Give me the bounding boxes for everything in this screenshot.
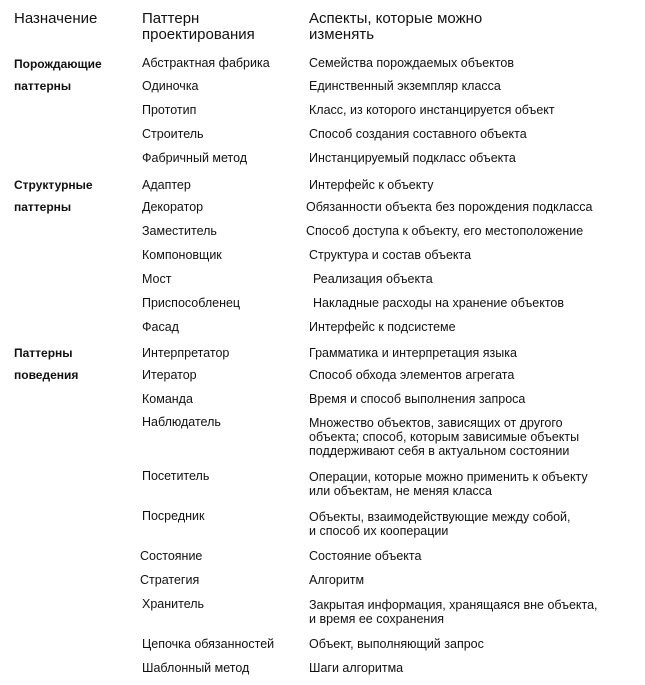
pattern-cell: Декоратор bbox=[142, 200, 204, 214]
aspect-cell bbox=[309, 346, 517, 360]
pattern-cell: Строитель bbox=[142, 127, 204, 141]
aspect-cell bbox=[309, 470, 588, 498]
aspect-cell bbox=[309, 151, 516, 165]
pattern-cell: Состояние bbox=[140, 549, 203, 563]
pattern-cell: Интерпретатор bbox=[142, 346, 230, 360]
aspect-line: Объект, выполняющий запрос bbox=[309, 637, 484, 651]
aspect-line: поддерживают себя в актуальном состоянии bbox=[309, 444, 570, 458]
aspect-cell bbox=[309, 320, 456, 334]
aspect-line: Семейства порождаемых объектов bbox=[309, 56, 514, 70]
aspect-cell bbox=[313, 296, 564, 310]
pattern-cell: Фасад bbox=[142, 320, 179, 334]
header-pattern bbox=[142, 11, 255, 43]
aspect-cell bbox=[309, 392, 525, 406]
pattern-cell: Мост bbox=[142, 272, 172, 286]
aspect-line: Операции, которые можно применить к объекту bbox=[309, 470, 588, 484]
group-structural bbox=[14, 174, 93, 218]
aspect-line: Обязанности объекта без порождения подкласса bbox=[306, 200, 593, 214]
aspect-line: или объектам, не меняя класса bbox=[309, 484, 492, 498]
aspect-cell bbox=[309, 56, 514, 70]
aspect-line: Закрытая информация, хранящаяся вне объекта, bbox=[309, 598, 598, 612]
group-creational-line1: Порождающие bbox=[14, 57, 102, 71]
aspect-line: Способ доступа к объекту, его местоположение bbox=[306, 224, 584, 238]
pattern-cell: Адаптер bbox=[142, 178, 191, 192]
group-creational-line2: паттерны bbox=[14, 79, 72, 93]
aspect-line: Способ создания составного объекта bbox=[309, 127, 527, 141]
aspect-line: Инстанцируемый подкласс объекта bbox=[309, 151, 516, 165]
header-aspects-line1: Аспекты, которые можно bbox=[309, 10, 483, 27]
aspect-cell bbox=[309, 79, 501, 93]
aspect-cell bbox=[309, 178, 433, 192]
aspect-cell bbox=[309, 573, 364, 587]
header-purpose-text: Назначение bbox=[14, 10, 98, 27]
pattern-cell: Абстрактная фабрика bbox=[142, 56, 270, 70]
aspect-line: объекта; способ, которым зависимые объекты bbox=[309, 430, 580, 444]
group-behavioral bbox=[14, 342, 78, 386]
aspect-line: Интерфейс к объекту bbox=[309, 178, 434, 192]
pattern-cell: Цепочка обязанностей bbox=[142, 637, 275, 651]
aspect-line: Грамматика и интерпретация языка bbox=[309, 346, 517, 360]
aspect-cell bbox=[309, 549, 421, 563]
pattern-cell: Шаблонный метод bbox=[142, 661, 250, 675]
aspect-line: и способ их кооперации bbox=[309, 524, 449, 538]
group-structural-line2: паттерны bbox=[14, 200, 72, 214]
group-structural-line1: Структурные bbox=[14, 178, 93, 192]
pattern-cell: Посредник bbox=[142, 509, 205, 523]
aspect-line: Время и способ выполнения запроса bbox=[309, 392, 526, 406]
header-pattern-line1: Паттерн bbox=[142, 10, 200, 27]
aspect-line: Шаги алгоритма bbox=[309, 661, 404, 675]
header-purpose bbox=[14, 11, 97, 27]
aspect-cell bbox=[309, 103, 555, 117]
aspect-line: Класс, из которого инстанцируется объект bbox=[309, 103, 555, 117]
aspect-cell bbox=[309, 598, 598, 626]
aspect-line: Объекты, взаимодействующие между собой, bbox=[309, 510, 571, 524]
pattern-cell: Прототип bbox=[142, 103, 197, 117]
aspect-cell bbox=[309, 368, 514, 382]
aspect-line: Структура и состав объекта bbox=[309, 248, 472, 262]
aspect-cell bbox=[309, 637, 484, 651]
aspect-cell bbox=[309, 661, 403, 675]
pattern-cell: Итератор bbox=[142, 368, 197, 382]
aspect-line: и время ее сохранения bbox=[309, 612, 445, 626]
pattern-cell: Хранитель bbox=[142, 597, 205, 611]
group-behavioral-line2: поведения bbox=[14, 368, 79, 382]
group-behavioral-line1: Паттерны bbox=[14, 346, 73, 360]
pattern-cell: Приспособленец bbox=[142, 296, 241, 310]
aspect-line: Накладные расходы на хранение объектов bbox=[313, 296, 565, 310]
aspect-line: Алгоритм bbox=[309, 573, 365, 587]
header-aspects bbox=[309, 11, 482, 43]
pattern-cell: Стратегия bbox=[140, 573, 200, 587]
pattern-cell: Компоновщик bbox=[142, 248, 222, 262]
aspect-line: Множество объектов, зависящих от другого bbox=[309, 416, 563, 430]
aspect-line: Реализация объекта bbox=[313, 272, 433, 286]
aspect-line: Единственный экземпляр класса bbox=[309, 79, 501, 93]
aspect-line: Интерфейс к подсистеме bbox=[309, 320, 456, 334]
aspect-cell bbox=[309, 248, 471, 262]
aspect-cell bbox=[309, 510, 571, 538]
aspect-cell bbox=[309, 127, 527, 141]
pattern-cell: Одиночка bbox=[142, 79, 199, 93]
header-aspects-line2: изменять bbox=[309, 26, 375, 43]
group-creational bbox=[14, 53, 102, 97]
aspect-cell bbox=[309, 416, 579, 458]
pattern-cell: Заместитель bbox=[142, 224, 217, 238]
pattern-cell: Команда bbox=[142, 392, 193, 406]
aspect-cell bbox=[313, 272, 433, 286]
pattern-cell: Наблюдатель bbox=[142, 415, 221, 429]
aspect-line: Состояние объекта bbox=[309, 549, 422, 563]
aspect-line: Способ обхода элементов агрегата bbox=[309, 368, 515, 382]
pattern-cell: Посетитель bbox=[142, 469, 210, 483]
header-pattern-line2: проектирования bbox=[142, 26, 255, 43]
pattern-cell: Фабричный метод bbox=[142, 151, 248, 165]
aspect-cell bbox=[306, 200, 593, 214]
aspect-cell bbox=[306, 224, 583, 238]
